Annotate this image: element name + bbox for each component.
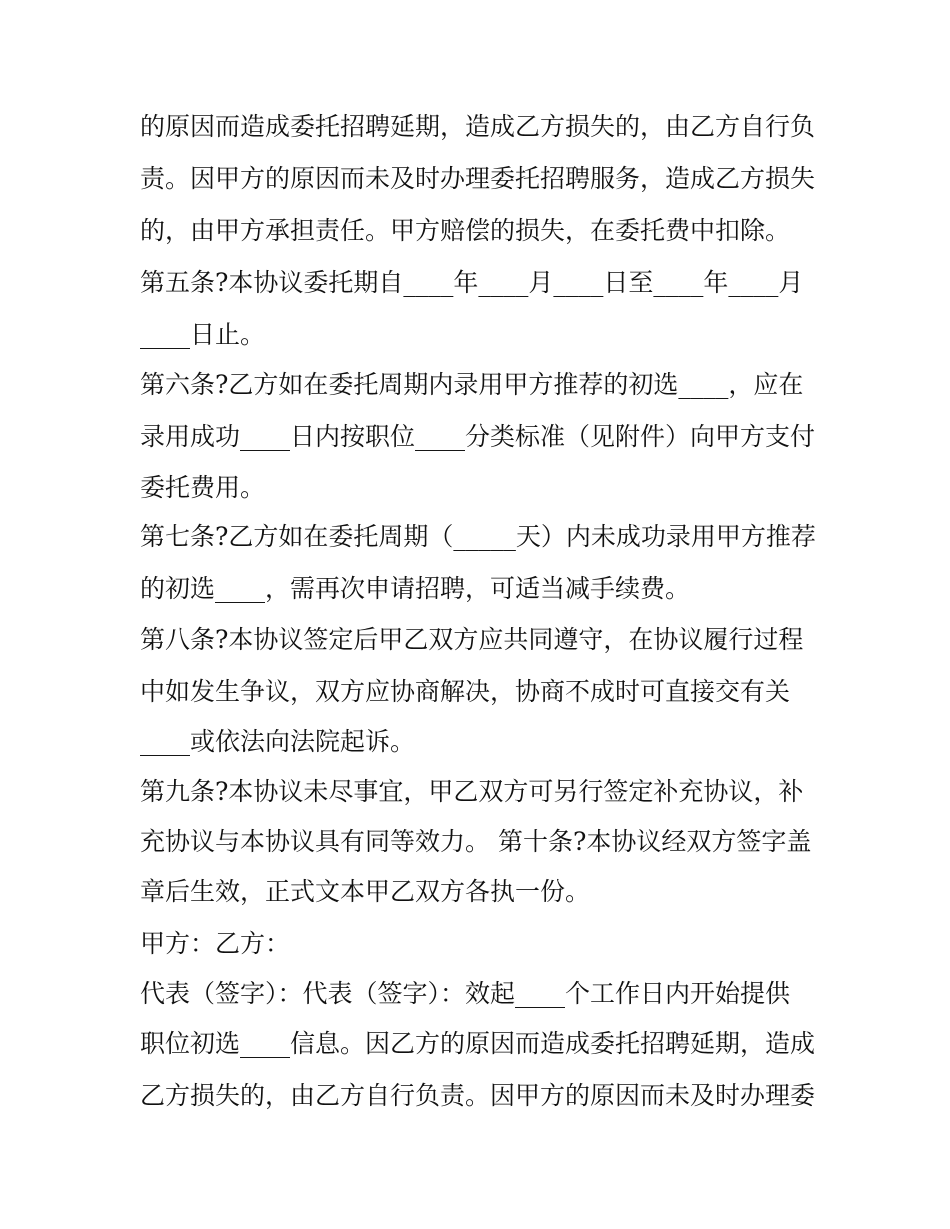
text-line: 充协议与本协议具有同等效力。 第十条?本协议经双方签字盖 <box>140 827 812 856</box>
signature-line: 代表（签字）：代表（签字）：效起____个工作日内开始提供 <box>140 979 791 1008</box>
party-labels-line: 甲方：乙方： <box>140 929 291 958</box>
article-5-line: 第五条?本协议委托期自____年____月____日至____年____月 <box>140 268 804 297</box>
text-line: 录用成功____日内按职位____分类标准（见附件）向甲方支付 <box>140 422 816 451</box>
text-line: ____或依法向法院起诉。 <box>140 727 416 756</box>
text-line: 乙方损失的，由乙方自行负责。因甲方的原因而未及时办理委 <box>140 1081 816 1110</box>
text-line: 委托费用。 <box>140 473 266 502</box>
article-8-line: 第八条?本协议签定后甲乙双方应共同遵守，在协议履行过程 <box>140 625 804 654</box>
text-line: 职位初选____信息。因乙方的原因而造成委托招聘延期，造成 <box>140 1029 816 1058</box>
text-line: 的，由甲方承担责任。甲方赔偿的损失，在委托费中扣除。 <box>140 216 791 245</box>
article-9-line: 第九条?本协议未尽事宜，甲乙双方可另行签定补充协议，补 <box>140 777 804 806</box>
article-6-line: 第六条?乙方如在委托周期内录用甲方推荐的初选____，应在 <box>140 370 804 399</box>
text-line: 责。因甲方的原因而未及时办理委托招聘服务，造成乙方损失 <box>140 164 816 193</box>
text-line: ____日止。 <box>140 320 266 349</box>
text-line: 章后生效，正式文本甲乙双方各执一份。 <box>140 877 591 906</box>
article-7-line: 第七条?乙方如在委托周期（_____天）内未成功录用甲方推荐 <box>140 522 816 551</box>
text-line: 的原因而造成委托招聘延期，造成乙方损失的，由乙方自行负 <box>140 112 816 141</box>
text-line: 的初选____，需再次申请招聘，可适当减手续费。 <box>140 574 691 603</box>
text-line: 中如发生争议，双方应协商解决，协商不成时可直接交有关 <box>140 677 791 706</box>
